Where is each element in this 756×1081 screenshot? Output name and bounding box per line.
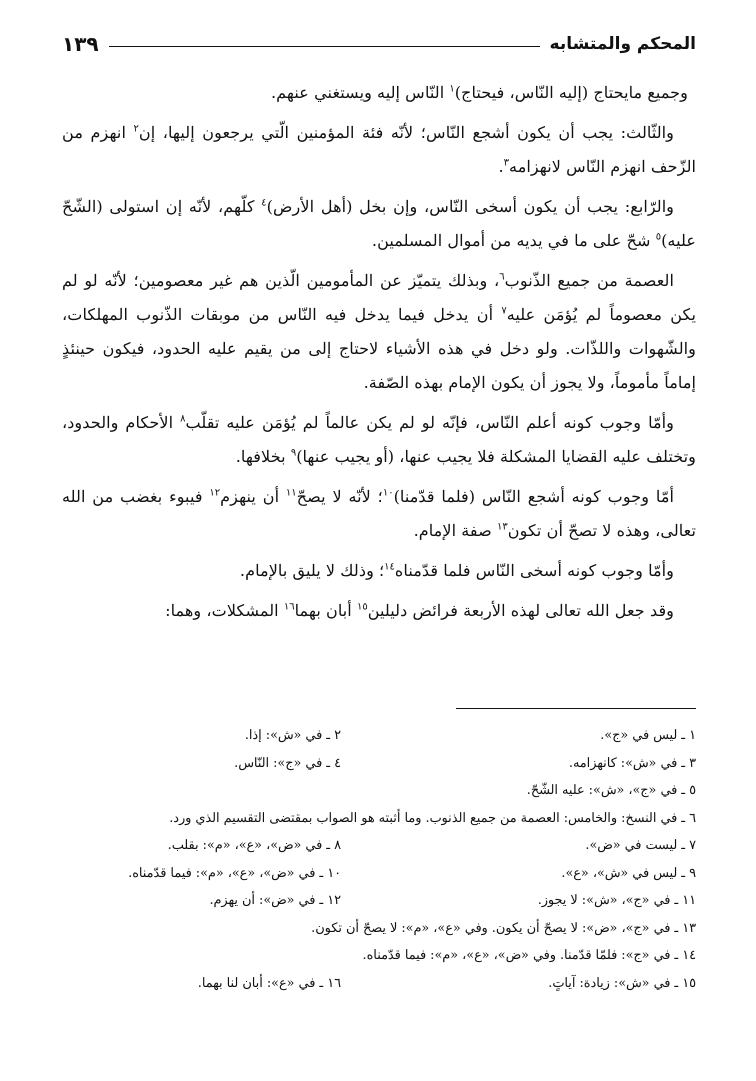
footnote-ref: ٨ (180, 413, 186, 425)
footnote-ref: ٤ (261, 197, 267, 209)
footnote-ref: ١٢ (209, 487, 221, 499)
running-title: المحكم والمتشابه (549, 34, 696, 54)
footnote-ref: ٢ (133, 123, 139, 135)
paragraph: وأمّا وجوب كونه أعلم النّاس، فإنّه لو لم يكن عالماً لم يُؤمَن عليه تقلّب$^٨$ الأحكام والحدود، وتختلف عليه القضايا المشكلة فلا يجيب عنها، (أو يجيب عنها)$^٩$ بخلافها. (62, 413, 696, 466)
footnote-ref: ٧ (501, 305, 507, 317)
footnote: ٥ ـ في «ج»، «ش»: عليه الشّحّ. (526, 783, 696, 798)
main-text (62, 76, 696, 634)
header-rule (109, 46, 540, 47)
footnotes (62, 722, 696, 997)
footnote-row (62, 887, 696, 915)
footnote-ref: ١٤ (384, 561, 395, 573)
paragraph: وجميع مايحتاج (إليه النّاس، فيحتاج)$^١$ النّاس إليه ويستغني عنهم. (271, 83, 688, 102)
footnote-ref: ٥ (655, 231, 662, 243)
paragraph: أمّا وجوب كونه أشجع النّاس (فلما قدّمنا)$^{١٠}$؛ لأنّه لا يصحّ$^{١١}$ أن ينهزم$^{١٢}$ فيبوء بغضب من الله تعالى، وهذه لا تصحّ أن تكون$^{١٣}$ صفة الإمام. (62, 487, 696, 540)
footnote: ٨ ـ في «ض»، «ع»، «م»: بقلب. (167, 838, 341, 853)
footnote: ٧ ـ ليست في «ض». (585, 838, 696, 853)
footnote: ١٠ ـ في «ض»، «ع»، «م»: فيما قدّمناه. (128, 865, 341, 881)
footnote-row (62, 750, 696, 778)
footnote-row (62, 970, 696, 998)
footnote: ١٢ ـ في «ض»: أن يهزم. (209, 893, 341, 908)
footnote-ref: ١٥ (356, 601, 368, 613)
paragraph: وقد جعل الله تعالى لهذه الأربعة فرائض دليلين$^{١٥}$ أبان بهما$^{١٦}$ المشكلات، وهما: (165, 601, 674, 620)
footnote: ٤ ـ في «ج»: النّاس. (234, 755, 341, 771)
footnote-ref: ٦ (499, 271, 505, 283)
page-header (62, 28, 696, 60)
footnote: ٦ ـ في النسخ: والخامس: العصمة من جميع الذنوب. وما أثبته هو الصواب بمقتضى التقسيم الذي ورد. (169, 810, 696, 826)
footnote: ٢ ـ في «ش»: إذا. (244, 728, 341, 743)
footnote: ١٥ ـ في «ش»: زيادة: آياتٍ. (548, 975, 696, 991)
footnote-row (62, 860, 696, 888)
footnote: ١٤ ـ في «ج»: فلمّا قدّمنا. وفي «ض»، «ع»، «م»: فيما قدّمناه. (362, 948, 696, 963)
footnote: ٩ ـ ليس في «ش»، «ع». (561, 865, 696, 881)
footnote-ref: ١ (449, 83, 455, 95)
paragraph: والرّابع: يجب أن يكون أسخى النّاس، وإن بخل (أهل الأرض)$^٤$ كلّهم، لأنّه إن استولى (الشّحّ عليه)$^٥$ شحّ على ما في يديه من أموال المسلمين. (62, 197, 696, 250)
footnote: ١٦ ـ في «ع»: أبان لنا بهما. (197, 975, 341, 991)
footnote: ٣ ـ في «ش»: كانهزامه. (568, 755, 696, 771)
footnote-separator (456, 708, 696, 709)
paragraph: العصمة من جميع الذّنوب$^٦$، وبذلك يتميّز عن المأمومين الّذين هم غير معصومين؛ لأنّه لو لم يكن معصوماً لم يُؤمَن عليه$^٧$ أن يدخل فيما يدخل فيه النّاس من موبقات الذّنوب المهلكات، والشّهوات واللذّات. ولو دخل في هذه الأشياء لاحتاج إلى من يقيم عليه الحدود، فيكون حينئذٍ إماماً مأموماً، ولا يجوز أن يكون الإمام بهذه الصّفة. (62, 271, 697, 392)
footnote: ١٣ ـ في «ج»، «ض»: لا يصحّ أن يكون. وفي «ع»، «م»: لا يصحّ أن تكون. (311, 920, 696, 936)
footnote-row (62, 722, 696, 750)
footnote-ref: ١٠ (382, 487, 394, 499)
paragraph: وأمّا وجوب كونه أسخى النّاس فلما قدّمناه$^{١٤}$؛ وذلك لا يليق بالإمام. (239, 561, 674, 580)
footnote-row (62, 832, 696, 860)
paragraph: والثّالث: يجب أن يكون أشجع النّاس؛ لأنّه فئة المؤمنين الّتي يرجعون إليها، إن$^٢$ انهزم من الزّحف انهزم النّاس لانهزامه$^٣$. (62, 123, 696, 176)
footnote-ref: ١٦ (283, 601, 295, 613)
footnote-ref: ١٣ (496, 521, 508, 533)
footnote-ref: ٩ (290, 447, 297, 459)
footnote: ١ ـ ليس في «ج». (600, 728, 696, 743)
footnote: ١١ ـ في «ج»، «ش»: لا يجوز. (537, 893, 696, 908)
page-number: ١٣٩ (62, 32, 99, 56)
footnote-ref: ١١ (285, 487, 297, 499)
footnote-ref: ٣ (503, 157, 510, 169)
